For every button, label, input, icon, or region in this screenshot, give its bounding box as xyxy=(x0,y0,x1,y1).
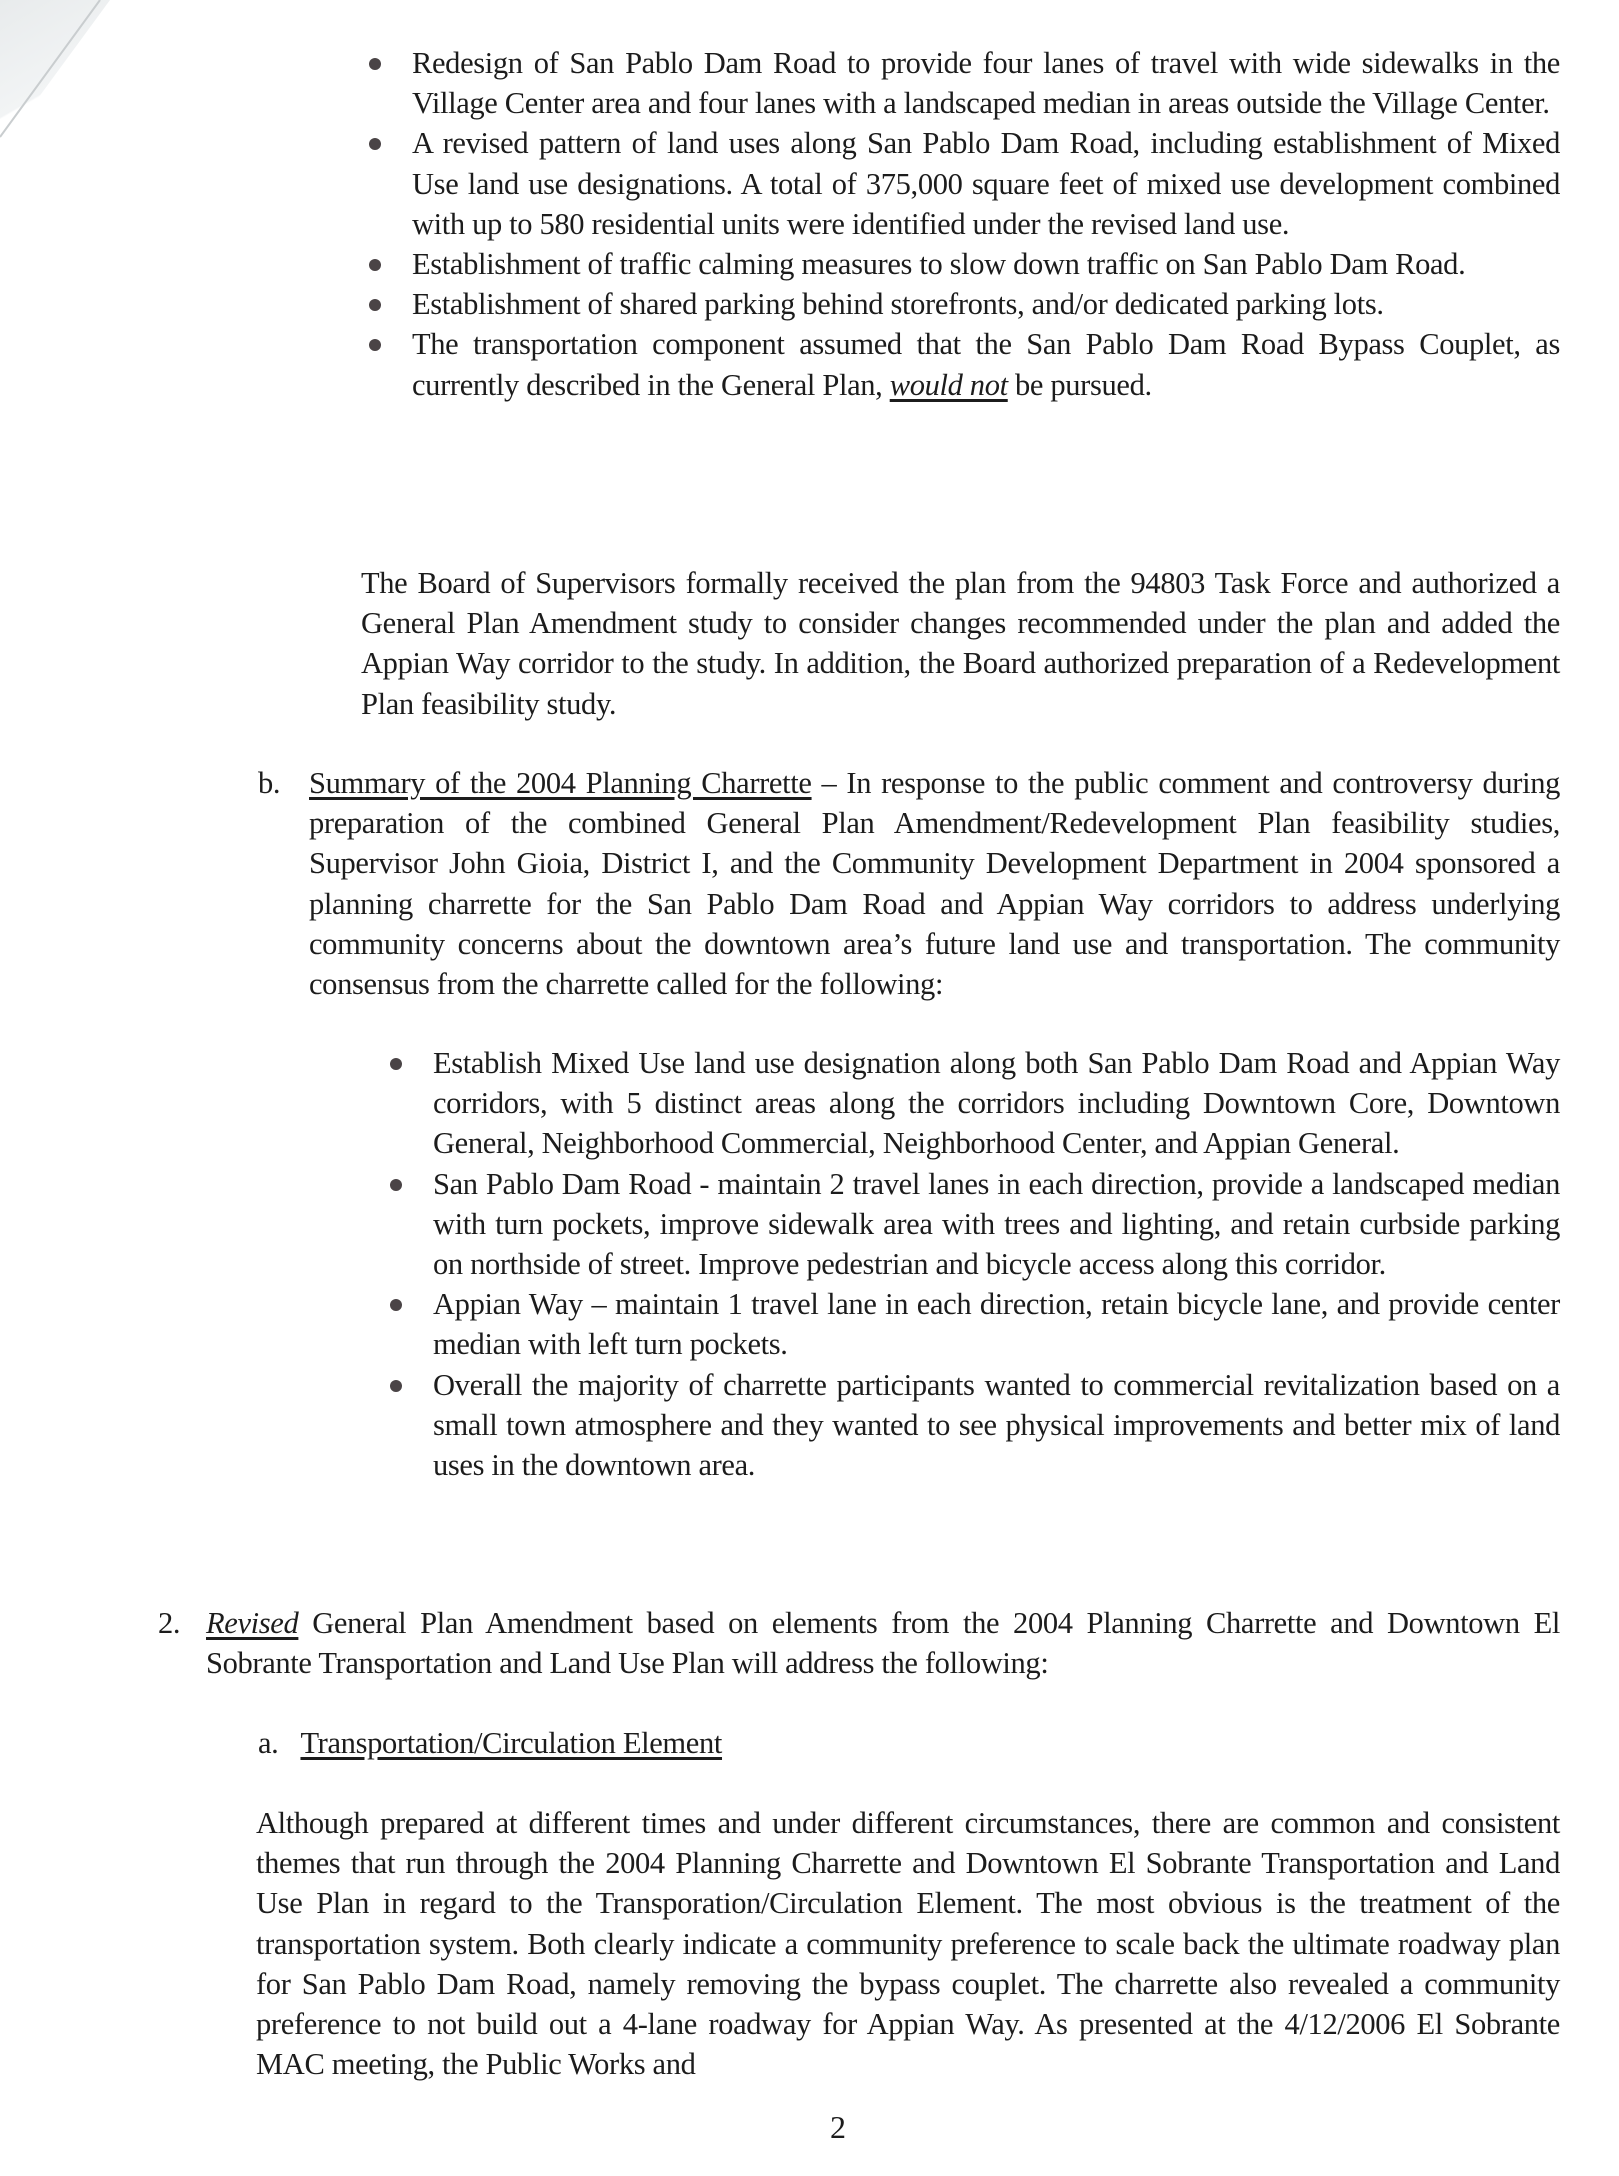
page-corner-fold-edge xyxy=(0,0,110,150)
list-item xyxy=(433,1164,1560,1285)
section-marker: 2. xyxy=(158,1606,181,1640)
section-emphasis: Revised xyxy=(206,1606,299,1640)
bullet-text: Appian Way – maintain 1 travel lane in each direction, retain bicycle lane, and provide center median with left turn pockets. xyxy=(433,1287,1560,1362)
subsection-heading: Transportation/Circulation Element xyxy=(300,1726,723,1760)
list-item xyxy=(412,324,1560,404)
list-item xyxy=(433,1043,1560,1164)
bullet-icon xyxy=(390,1299,402,1311)
bullet-icon xyxy=(390,1380,402,1392)
section-body xyxy=(309,763,1560,1004)
transportation-element-paragraph: Although prepared at different times and under different circumstances, there are common and consistent themes that run through the 2004 Planning Charrette and Downtown El Sobrante Transportation and Land Use Plan in regard to the Transporation/Circulation Element. The most obvious is the treatment of the transportation system. Both clearly indicate a community preference to scale back the ultimate roadway plan for San Pablo Dam Road, namely removing the bypass couplet. The charrette also revealed a community preference to not build out a 4-lane roadway for Appian Way. As presented at the 4/12/2006 El Sobrante MAC meeting, the Public Works and xyxy=(256,1806,1560,2082)
list-item xyxy=(433,1284,1560,1364)
bullet-emphasis: would not xyxy=(889,367,1008,402)
section-b-charrette-summary xyxy=(258,763,1560,1004)
bullet-icon xyxy=(369,138,381,150)
bullet-text: Establishment of traffic calming measures to slow down traffic on San Pablo Dam Road. xyxy=(412,247,1466,282)
bullet-text: Establishment of shared parking behind storefronts, and/or dedicated parking lots. xyxy=(412,287,1384,322)
bullet-icon xyxy=(390,1058,402,1070)
list-item xyxy=(412,244,1560,284)
bullet-icon xyxy=(369,58,381,70)
list-item xyxy=(433,1365,1560,1486)
bullet-icon xyxy=(369,259,381,271)
bullet-text: Redesign of San Pablo Dam Road to provide four lanes of travel with wide sidewalks in the Village Center area and four lanes with a landscaped median in areas outside the Village Center. xyxy=(412,46,1560,121)
bullet-text: Overall the majority of charrette participants wanted to commercial revitalization based on a small town atmosphere and they wanted to see physical improvements and better mix of land uses in the downtown area. xyxy=(433,1367,1560,1483)
task-force-plan-bullets xyxy=(412,43,1560,405)
charrette-consensus-bullets xyxy=(433,1043,1560,1485)
section-2-revised-gpa xyxy=(158,1603,1560,1683)
bullet-text: San Pablo Dam Road - maintain 2 travel lanes in each direction, provide a landscaped median with turn pockets, improve sidewalk area with trees and lighting, and retain curbside parking on northside of street. Improve pedestrian and bicycle access along this corridor. xyxy=(433,1166,1560,1282)
section-text: General Plan Amendment based on elements from the 2004 Planning Charrette and Downtown El Sobrante Transportation and Land Use Plan will address the following: xyxy=(206,1606,1560,1681)
list-item xyxy=(412,284,1560,324)
section-heading: Summary of the 2004 Planning Charrette xyxy=(309,766,812,800)
subsection-2a-heading xyxy=(258,1723,722,1763)
bullet-text-after: be pursued. xyxy=(1007,367,1152,402)
bullet-icon xyxy=(369,339,381,351)
subsection-marker: a. xyxy=(258,1726,279,1760)
bullet-icon xyxy=(390,1179,402,1191)
bullet-text: Establish Mixed Use land use designation along both San Pablo Dam Road and Appian Way corridors, with 5 distinct areas along the corridors including Downtown Core, Downtown General, Neighborhood Commercial, Neighborhood Center, and Appian General. xyxy=(433,1046,1560,1161)
page-number: 2 xyxy=(830,2109,846,2145)
section-body xyxy=(206,1603,1560,1683)
bullet-text: A revised pattern of land uses along San Pablo Dam Road, including establishment of Mixed Use land use designations. A total of 375,000 square feet of mixed use development combined with up to 580 residential units were identified under the revised land use. xyxy=(412,126,1560,241)
section-text: – In response to the public comment and controversy during preparation of the combined General Plan Amendment/Redevelopment Plan feasibility studies, Supervisor John Gioia, District I, and the Community Development Department in 2004 sponsored a planning charrette for the San Pablo Dam Road and Appian Way corridors to address underlying community concerns about the downtown area’s future land use and transportation. The community consensus from the charrette called for the following: xyxy=(309,766,1560,1002)
bullet-icon xyxy=(369,299,381,311)
list-item xyxy=(412,123,1560,244)
section-marker: b. xyxy=(258,766,281,800)
bullet-text-before: The transportation component assumed that the San Pablo Dam Road Bypass Couplet, as currently described in the General Plan, xyxy=(412,327,1560,402)
board-of-supervisors-paragraph: The Board of Supervisors formally received the plan from the 94803 Task Force and authorized a General Plan Amendment study to consider changes recommended under the plan and added the Appian Way corridor to the study. In addition, the Board authorized preparation of a Redevelopment Plan feasibility study. xyxy=(361,566,1560,721)
list-item xyxy=(412,43,1560,123)
